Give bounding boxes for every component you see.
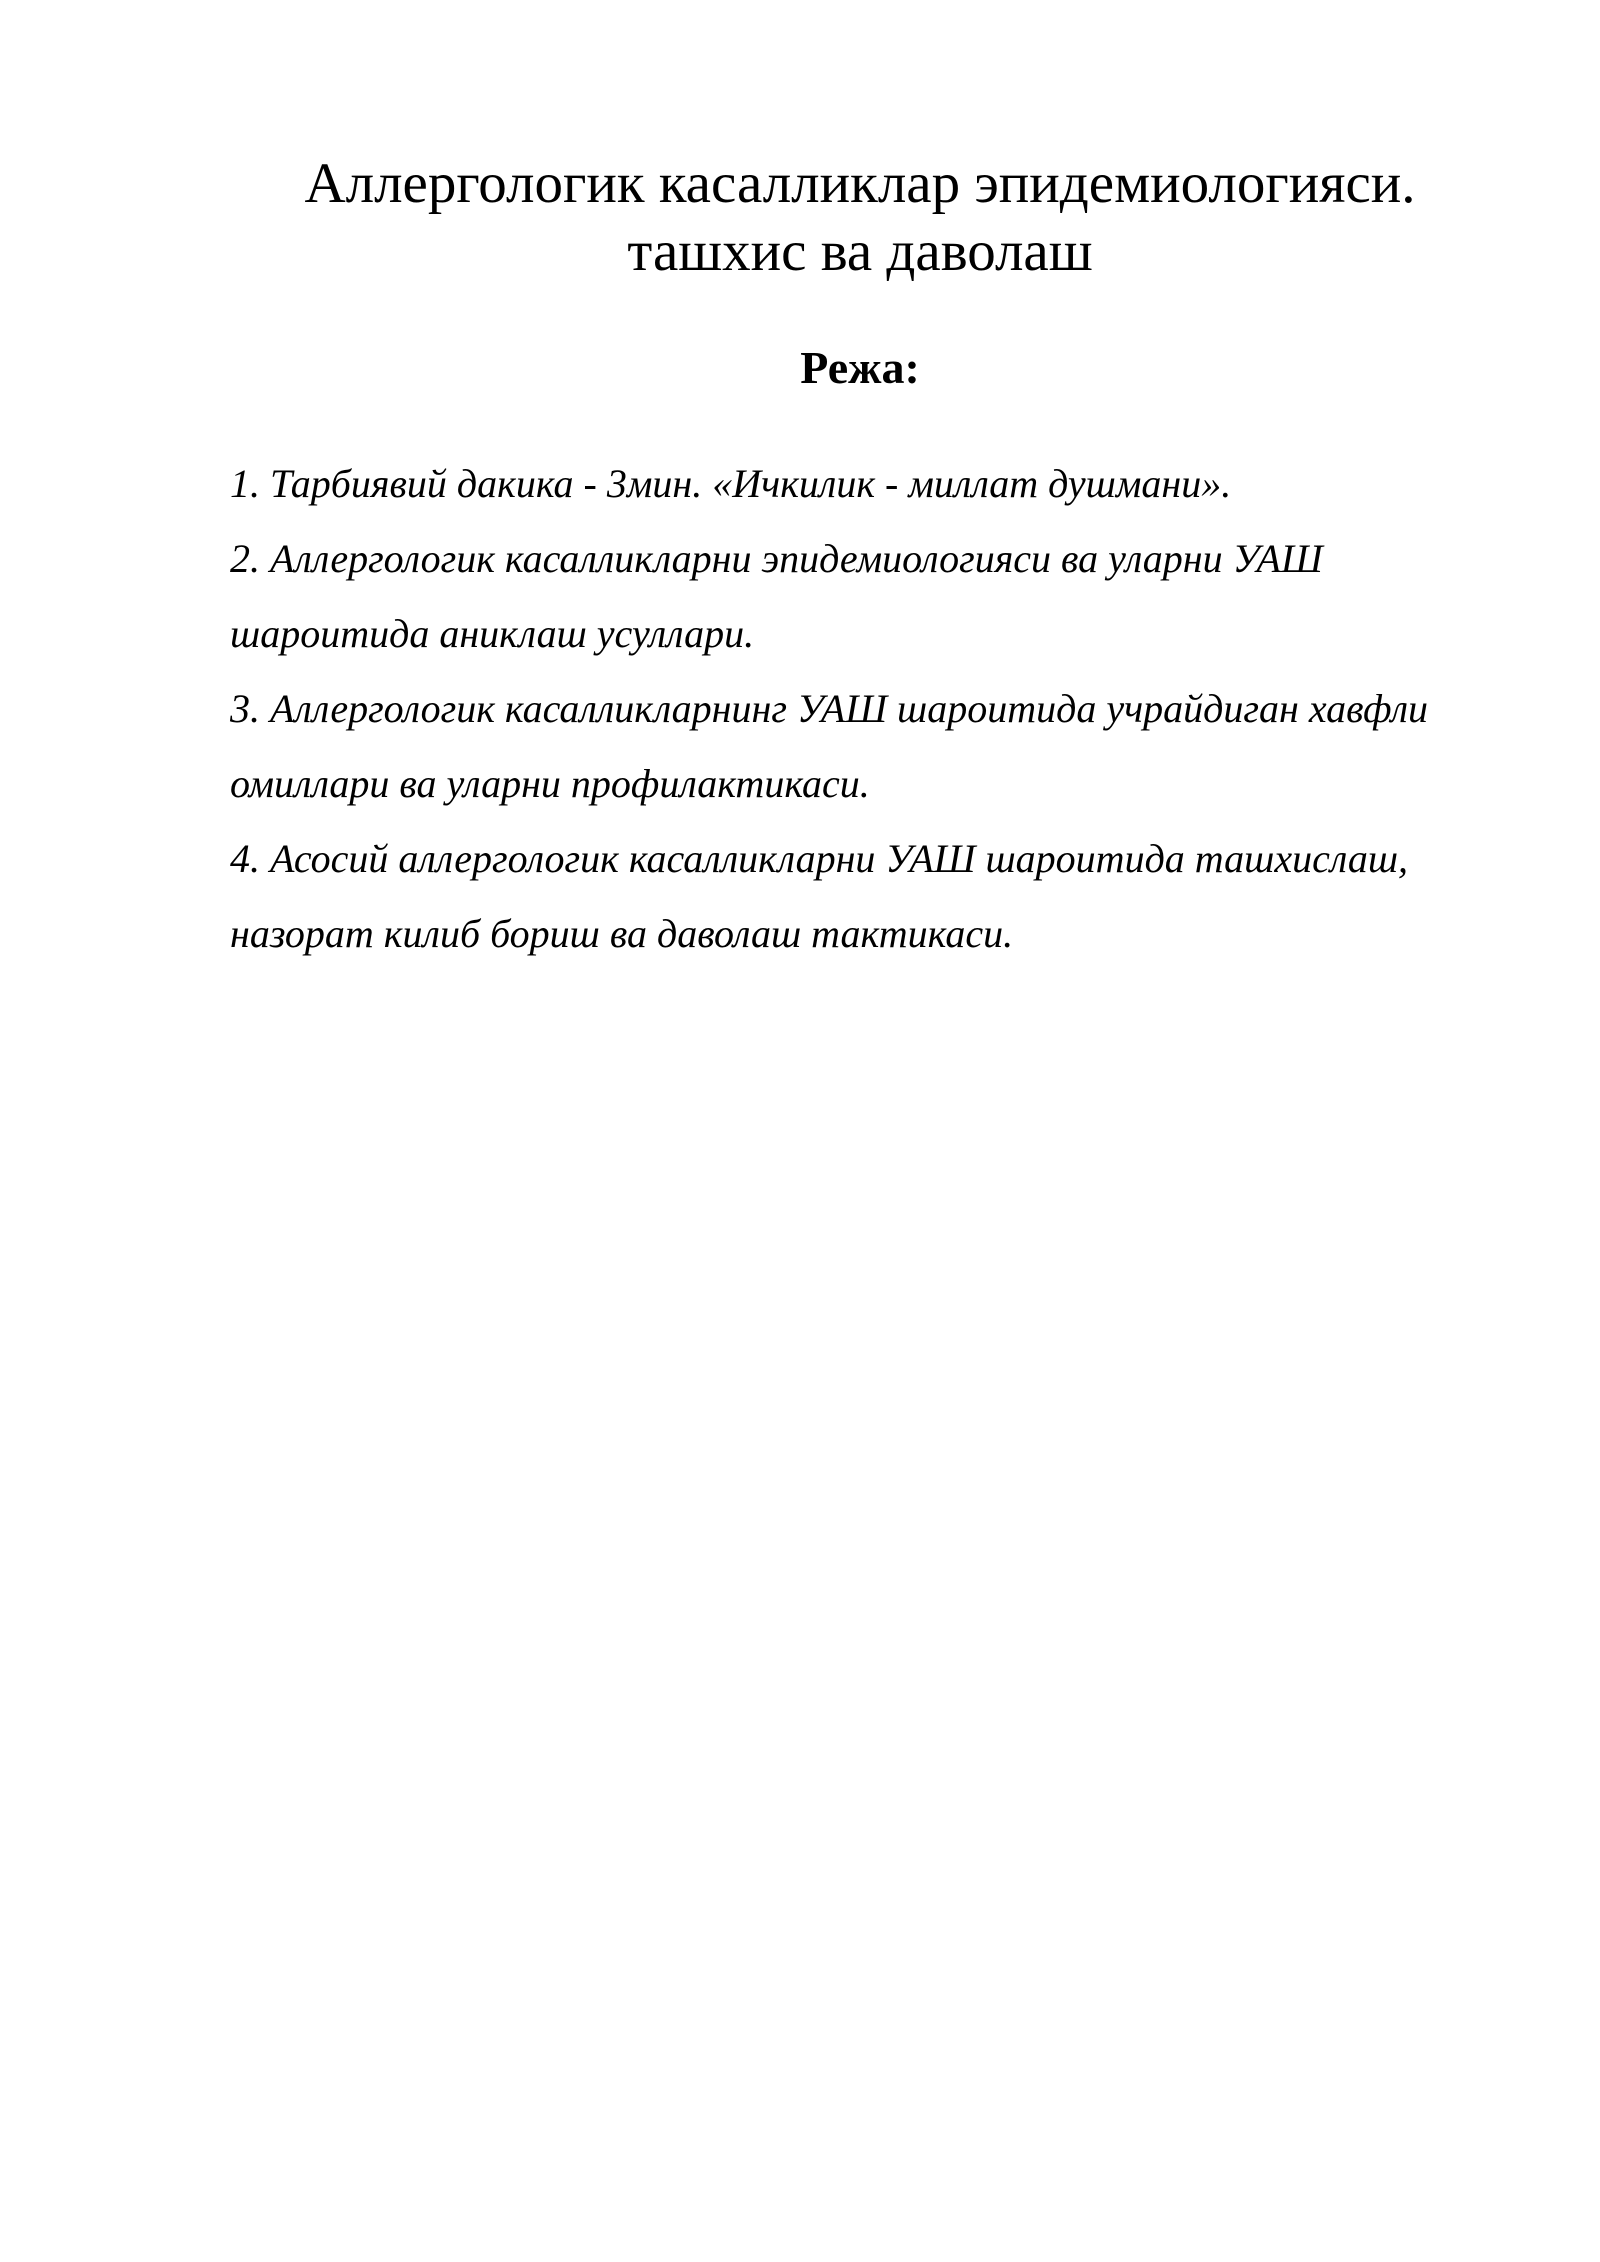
plan-item-1: 1. Тарбиявий дакика - 3мин. «Ичкилик - миллат душмани». bbox=[230, 461, 1232, 506]
plan-item-3: 3. Аллергологик касалликларнинг УАШ шароитида учрайдиган хавфли омиллари ва уларни профилактикаси. bbox=[230, 686, 1429, 806]
plan-heading: Режа: bbox=[800, 342, 920, 393]
plan-item-2: 2. Аллергологик касалликларни эпидемиологияси ва уларни УАШ шароитида аниклаш усуллари. bbox=[230, 536, 1323, 656]
document-title bbox=[230, 150, 1490, 286]
document-title-line-2: ташхис ва даволаш bbox=[627, 220, 1093, 283]
plan-item-4: 4. Асосий аллергологик касалликларни УАШ шароитида ташхислаш, назорат килиб бориш ва даволаш тактикаси. bbox=[230, 836, 1409, 956]
document-title-line-1: Аллергологик касалликлар эпидемиологияси. bbox=[304, 152, 1416, 215]
plan-list bbox=[230, 446, 1470, 971]
